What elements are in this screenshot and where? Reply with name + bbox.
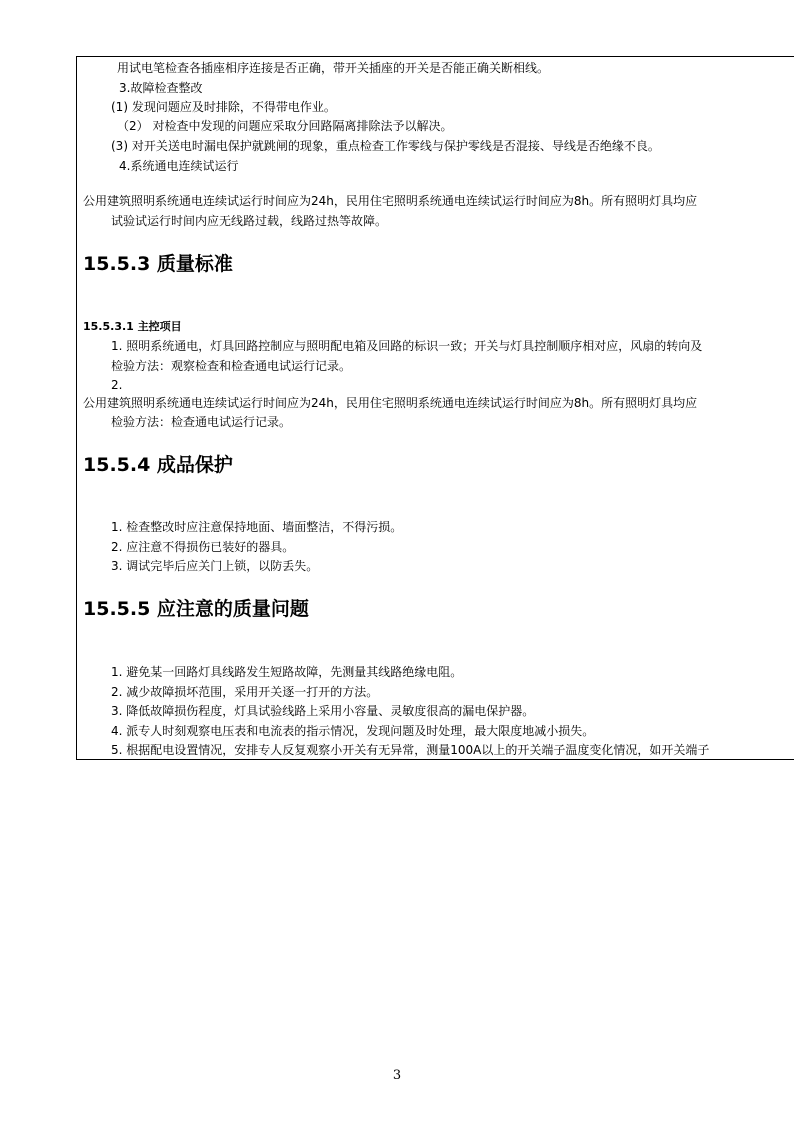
list-item: 3. 降低故障损伤程度，灯具试验线路上采用小容量、灵敏度很高的漏电保护器。 [111,704,535,718]
list-item: 1. 检查整改时应注意保持地面、墙面整洁，不得污损。 [111,520,403,534]
inspection-method: 检验方法：观察检查和检查通电试运行记录。 [111,359,352,373]
paragraph-line: 公用建筑照明系统通电连续试运行时间应为24h，民用住宅照明系统通电连续试运行时间应为8h。所有照明灯具均应 [83,396,698,410]
inspection-method: 检验方法：检查通电试运行记录。 [111,415,292,429]
step-heading: 3.故障检查整改 [119,81,203,95]
list-item: 1. 照明系统通电，灯具回路控制应与照明配电箱及回路的标识一致；开关与灯具控制顺序相对应，风扇的转向及 [111,339,703,353]
content-table-cell [76,56,794,760]
list-item: （2） 对检查中发现的问题应采取分回路隔离排除法予以解决。 [117,119,453,133]
paragraph-line: 公用建筑照明系统通电连续试运行时间应为24h，民用住宅照明系统通电连续试运行时间应为8h。所有照明灯具均应 [83,194,698,208]
list-item: 3. 调试完毕后应关门上锁，以防丢失。 [111,559,319,573]
list-item: 5. 根据配电设置情况，安排专人反复观察小开关有无异常，测量100A以上的开关端子温度变化情况，如开关端子 [111,743,710,757]
intro-line: 用试电笔检查各插座相序连接是否正确，带开关插座的开关是否能正确关断相线。 [117,61,550,75]
page-number: 3 [392,1068,402,1083]
list-item: 2. [111,378,123,392]
list-item: (1) 发现问题应及时排除，不得带电作业。 [111,100,336,114]
section-heading-protection: 15.5.4 成品保护 [83,454,233,476]
list-item: 4. 派专人时刻观察电压表和电流表的指示情况，发现问题及时处理，最大限度地减小损失。 [111,724,595,738]
section-heading-issues: 15.5.5 应注意的质量问题 [83,598,309,620]
section-heading-quality: 15.5.3 质量标准 [83,253,233,275]
paragraph-line: 试验试运行时间内应无线路过载，线路过热等故障。 [111,214,388,228]
list-item: 2. 应注意不得损伤已装好的器具。 [111,540,295,554]
list-item: 1. 避免某一回路灯具线路发生短路故障，先测量其线路绝缘电阻。 [111,665,463,679]
list-item: 2. 减少故障损坏范围，采用开关逐一打开的方法。 [111,685,379,699]
sub-heading-main-items: 15.5.3.1 主控项目 [83,320,182,333]
step-heading: 4.系统通电连续试运行 [119,159,239,173]
list-item: (3) 对开关送电时漏电保护就跳闸的现象，重点检查工作零线与保护零线是否混接、导线是否绝缘不良。 [111,139,660,153]
